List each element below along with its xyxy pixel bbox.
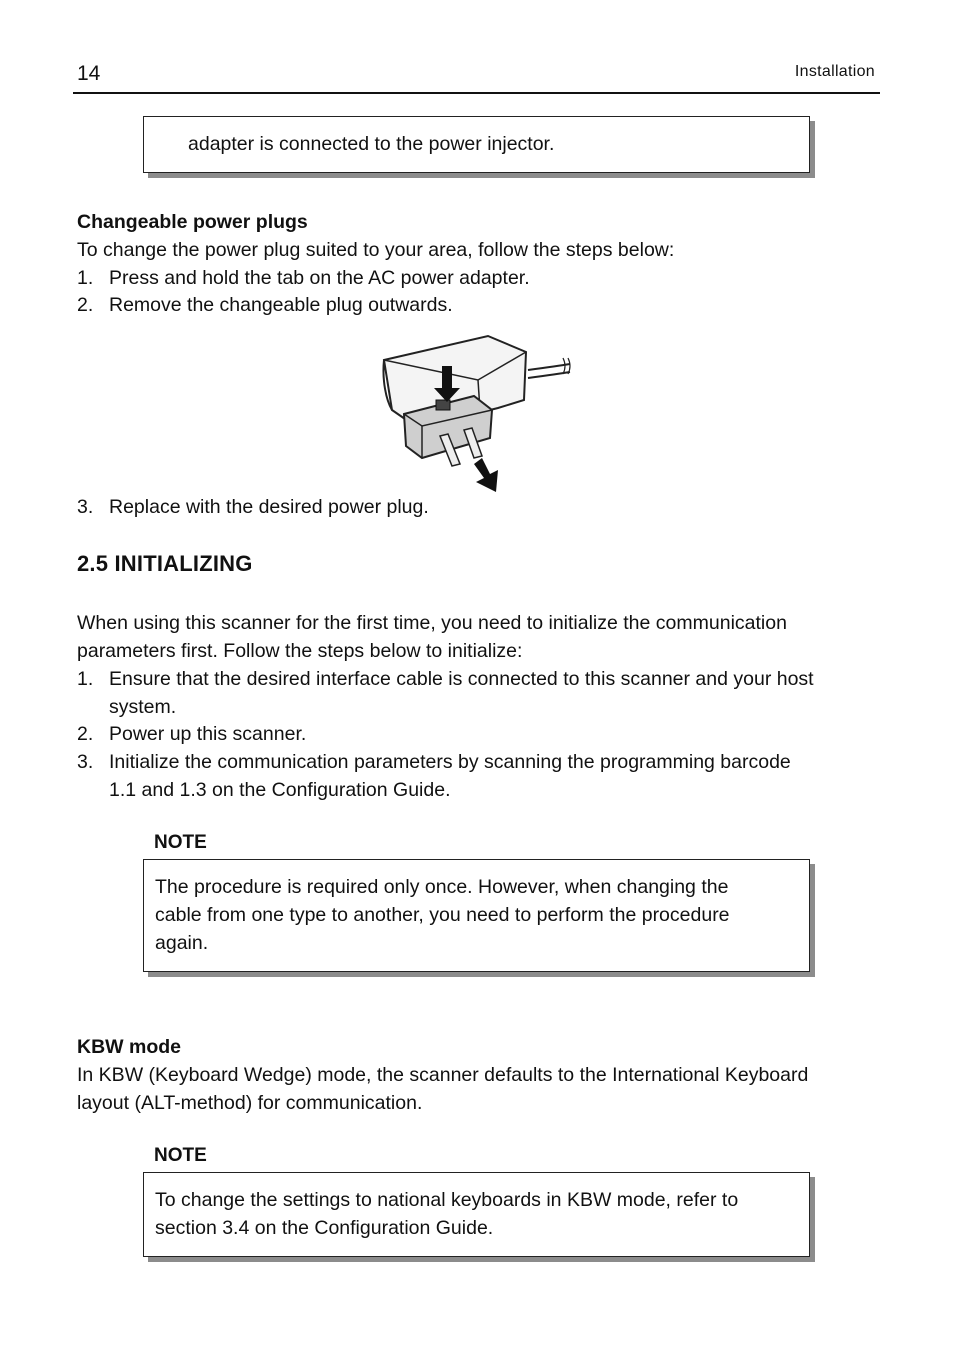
list-text-continued: 1.1 and 1.3 on the Configuration Guide. [109,779,451,801]
paragraph: To change the power plug suited to your area, follow the steps below: [77,239,675,261]
section-heading-power-plugs: Changeable power plugs [77,211,308,233]
note-text-line: The procedure is required only once. However, when changing the [155,876,729,898]
section-heading-initializing: 2.5 INITIALIZING [77,551,253,576]
note-box [143,859,810,972]
note-box [143,1172,810,1257]
note-text-line: section 3.4 on the Configuration Guide. [155,1217,494,1239]
list-number: 3. [77,496,94,518]
list-number: 1. [77,267,94,289]
list-number: 2. [77,294,94,316]
list-text: Remove the changeable plug outwards. [109,294,453,316]
paragraph-line: In KBW (Keyboard Wedge) mode, the scanner defaults to the International Keyboard [77,1064,809,1086]
header-rule [73,92,880,94]
continued-note-box [143,116,810,173]
note-label: NOTE [154,832,207,853]
list-text: Press and hold the tab on the AC power adapter. [109,267,530,289]
list-text: Power up this scanner. [109,723,307,745]
paragraph-line: parameters first. Follow the steps below to initialize: [77,640,523,662]
list-text: Ensure that the desired interface cable is connected to this scanner and your host [109,668,814,690]
paragraph-line: layout (ALT-method) for communication. [77,1092,423,1114]
list-text-continued: system. [109,696,177,718]
list-number: 3. [77,751,94,773]
section-heading-kbw-mode: KBW mode [77,1036,181,1058]
list-text: Replace with the desired power plug. [109,496,429,518]
list-number: 1. [77,668,94,690]
note-text: adapter is connected to the power injector. [188,133,555,155]
note-label: NOTE [154,1145,207,1166]
paragraph-line: When using this scanner for the first time, you need to initialize the communication [77,612,787,634]
note-text-line: again. [155,932,209,954]
power-adapter-illustration [378,330,578,495]
page-number: 14 [77,62,101,85]
list-text: Initialize the communication parameters by scanning the programming barcode [109,751,791,773]
list-number: 2. [77,723,94,745]
note-text-line: cable from one type to another, you need to perform the procedure [155,904,730,926]
running-header: Installation [794,63,875,80]
note-text-line: To change the settings to national keyboards in KBW mode, refer to [155,1189,739,1211]
